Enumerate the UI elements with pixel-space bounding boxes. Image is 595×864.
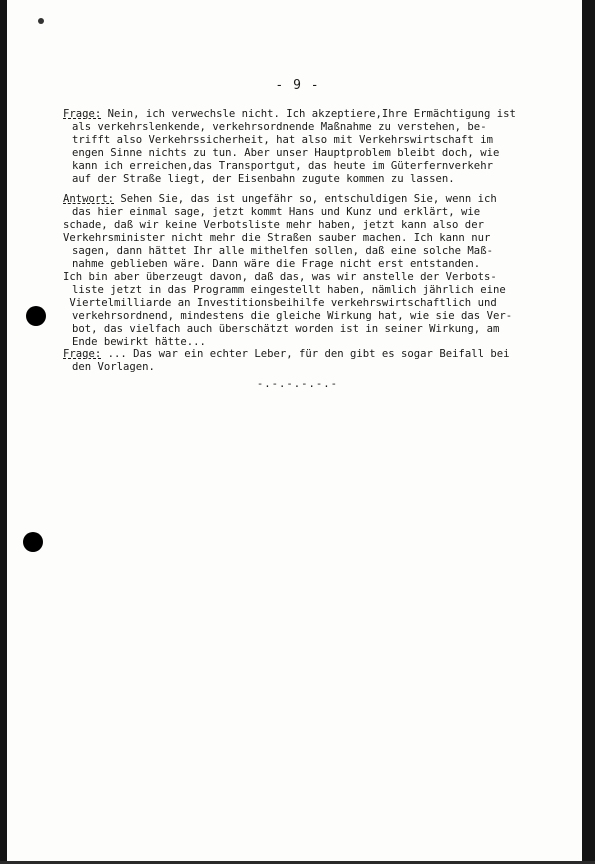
speaker-label: Antwort: (63, 193, 115, 205)
text-line: engen Sinne nichts zu tun. Aber unser Hauptproblem bleibt doch, wie (72, 147, 500, 159)
text-line: trifft also Verkehrssicherheit, hat also mit Verkehrswirtschaft im (72, 134, 493, 146)
text-line: schade, daß wir keine Verbotsliste mehr haben, jetzt kann also der (63, 219, 484, 231)
text-line: Sehen Sie, das ist ungefähr so, entschuldigen Sie, wenn ich (114, 193, 497, 205)
text-line: den Vorlagen. (72, 361, 155, 373)
text-line: Nein, ich verwechsle nicht. Ich akzeptiere,Ihre Ermächtigung ist (101, 108, 516, 120)
text-line: sagen, dann hättet Ihr alle mithelfen sollen, daß eine solche Maß- (72, 245, 493, 257)
text-line: verkehrsordnend, mindestens die gleiche Wirkung hat, wie sie das Ver- (72, 310, 513, 322)
text-line: bot, das vielfach auch überschätzt worden ist in seiner Wirkung, am (72, 323, 500, 335)
text-line: kann ich erreichen,das Transportgut, das heute im Güterfernverkehr (72, 160, 493, 172)
scan-speck (38, 18, 44, 24)
scan-border-left (0, 0, 7, 864)
punch-hole-lower (23, 532, 43, 552)
scan-border-right (582, 0, 595, 864)
text-line: Verkehrsminister nicht mehr die Straßen sauber machen. Ich kann nur (63, 232, 491, 244)
text-line: das hier einmal sage, jetzt kommt Hans und Kunz und erklärt, wie (72, 206, 481, 218)
text-line: Ende bewirkt hätte... (72, 336, 206, 348)
answer-paragraph (63, 193, 563, 349)
section-divider: -.-.-.-.-.- (256, 378, 339, 390)
speaker-label: Frage: (63, 348, 102, 360)
text-line: als verkehrslenkende, verkehrsordnende Maßnahme zu verstehen, be- (72, 121, 487, 133)
text-line: Viertelmilliarde an Investitionsbeihilfe verkehrswirtschaftlich und (63, 297, 497, 309)
page-number: - 9 - (275, 78, 320, 93)
punch-hole-upper (26, 306, 46, 326)
question-paragraph-1 (63, 108, 563, 186)
text-line: nahme geblieben wäre. Dann wäre die Frage nicht erst entstanden. (72, 258, 481, 270)
text-line: auf der Straße liegt, der Eisenbahn zugute kommen zu lassen. (72, 173, 455, 185)
question-paragraph-2 (63, 348, 563, 374)
speaker-label: Frage: (63, 108, 102, 120)
text-line: liste jetzt in das Programm eingestellt haben, nämlich jährlich eine (72, 284, 506, 296)
text-line: Ich bin aber überzeugt davon, daß das, was wir anstelle der Verbots- (63, 271, 497, 283)
text-line: ... Das war ein echter Leber, für den gibt es sogar Beifall bei (101, 348, 510, 360)
